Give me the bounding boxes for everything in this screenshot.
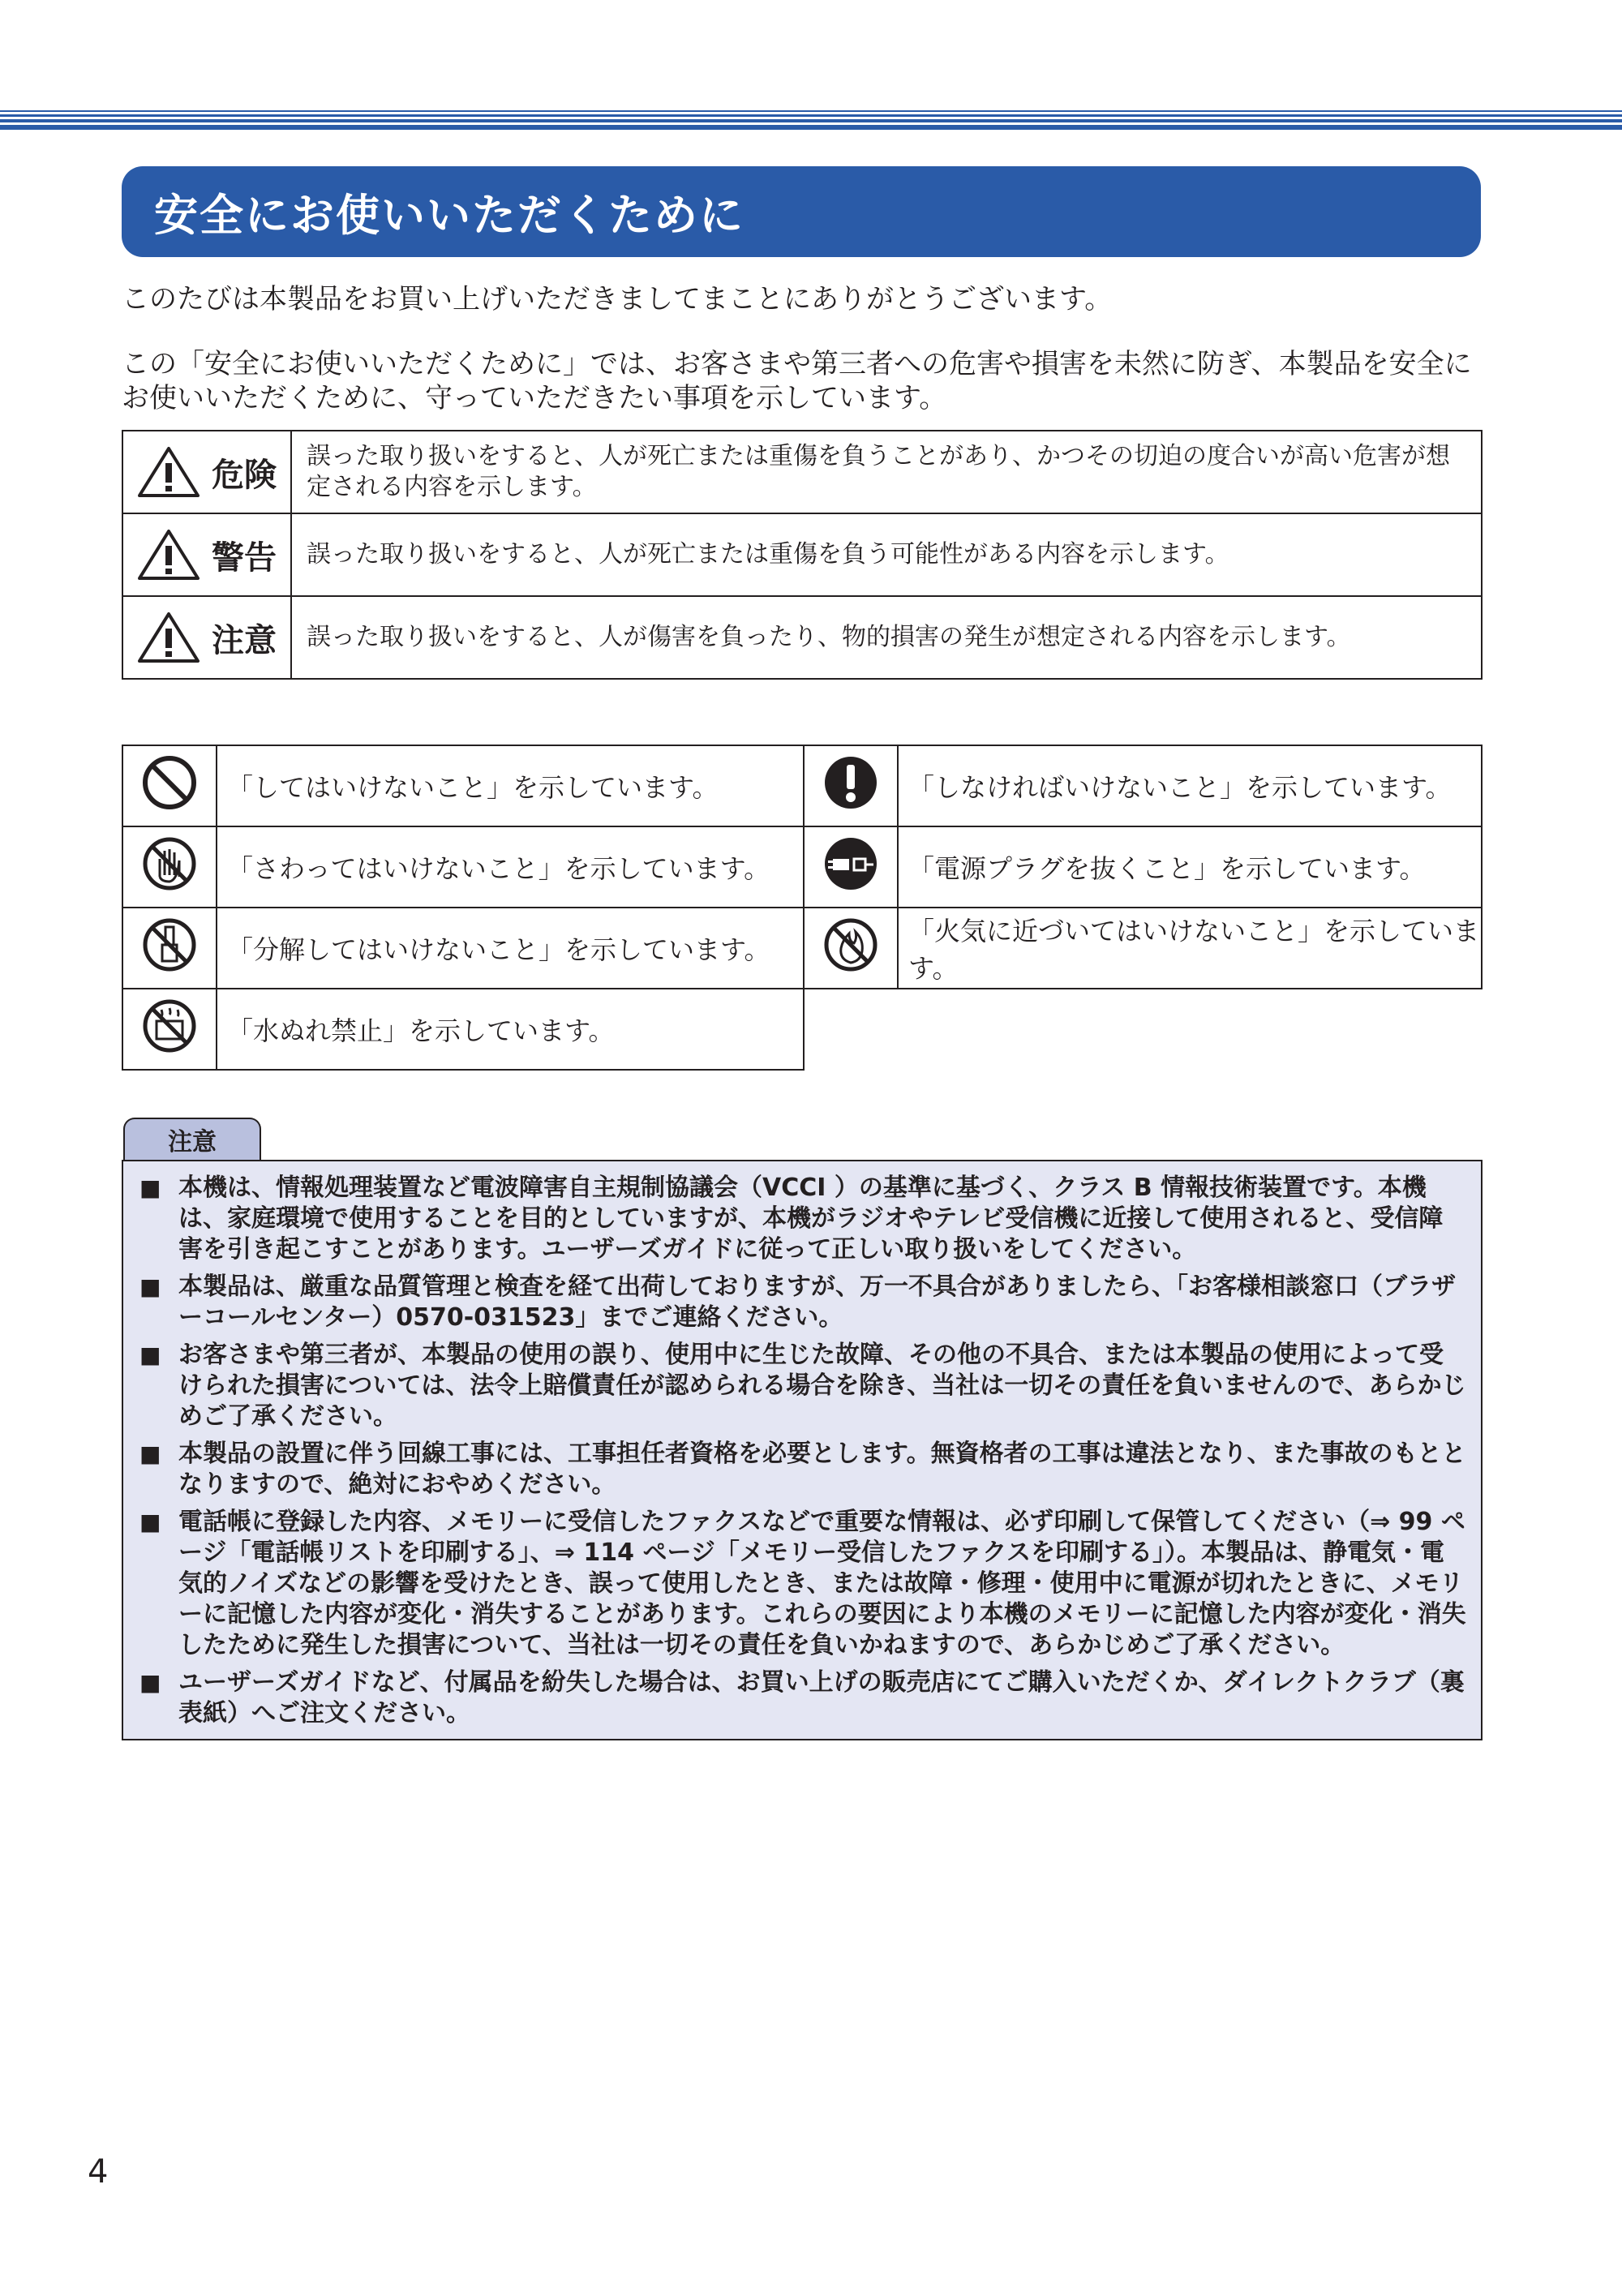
no-disassembly-icon xyxy=(140,916,199,974)
note-tab: 注意 xyxy=(123,1118,261,1160)
header-stripes xyxy=(0,110,1622,131)
note-box xyxy=(122,1160,1483,1740)
bullet-icon: ■ xyxy=(139,1273,161,1300)
unplug-icon xyxy=(822,835,880,893)
no-water-icon xyxy=(140,997,199,1055)
note-item xyxy=(139,1439,1466,1500)
level-description: 誤った取り扱いをすると、人が死亡または重傷を負うことがあり、かつその切迫の度合いが高い危害が想定される内容を示します。 xyxy=(291,431,1482,513)
note-item xyxy=(139,1340,1466,1432)
symbol-text: 「してはいけないこと」を示しています。 xyxy=(217,745,804,826)
note-item xyxy=(139,1507,1466,1661)
intro-purpose: この「安全にお使いいただくために」では、お客さまや第三者への危害や損害を未然に防ぎ、本製品を安全にお使いいただくために、守っていただきたい事項を示しています。 xyxy=(122,348,1472,414)
bullet-icon: ■ xyxy=(139,1341,161,1368)
symbol-table-left xyxy=(122,745,805,1071)
symbol-text: 「さわってはいけないこと」を示しています。 xyxy=(217,826,804,908)
note-text: 本製品は、厳重な品質管理と検査を経て出荷しておりますが、万一不具合がありましたら、「お客様相談窓口（ブラザーコールセンター）0570-031523」までご連絡ください。 xyxy=(178,1272,1456,1332)
symbol-row xyxy=(122,908,804,989)
symbol-text: 「分解してはいけないこと」を示しています。 xyxy=(217,908,804,989)
level-description: 誤った取り扱いをすると、人が死亡または重傷を負う可能性がある内容を示します。 xyxy=(291,513,1482,596)
page-number: 4 xyxy=(88,2153,109,2191)
no-touch-icon xyxy=(140,835,199,893)
level-description: 誤った取り扱いをすると、人が傷害を負ったり、物的損害の発生が想定される内容を示します。 xyxy=(291,596,1482,679)
warning-triangle-icon xyxy=(137,445,200,499)
warning-triangle-icon xyxy=(137,611,200,664)
symbol-text: 「しなければいけないこと」を示しています。 xyxy=(898,745,1482,826)
intro-thanks: このたびは本製品をお買い上げいただきましてまことにありがとうございます。 xyxy=(122,283,1113,315)
note-text: お客さまや第三者が、本製品の使用の誤り、使用中に生じた故障、その他の不具合、または本製品の使用によって受けられた損害については、法令上賠償責任が認められる場合を除き、当社は一切その責任を負いませんので、あらかじめご了承ください。 xyxy=(178,1341,1466,1431)
level-row-danger xyxy=(122,431,1482,513)
prohibition-icon xyxy=(140,753,199,812)
symbol-row xyxy=(804,908,1482,989)
level-row-warning xyxy=(122,513,1482,596)
note-item xyxy=(139,1667,1466,1729)
symbol-text: 「水ぬれ禁止」を示しています。 xyxy=(217,989,804,1070)
note-item xyxy=(139,1272,1466,1333)
section-title-bar xyxy=(122,166,1481,257)
bullet-icon: ■ xyxy=(139,1174,161,1201)
symbol-row xyxy=(122,745,804,826)
note-text: ユーザーズガイドなど、付属品を紛失した場合は、お買い上げの販売店にてご購入いただくか、ダイレクトクラブ（裏表紙）へご注文ください。 xyxy=(178,1668,1465,1727)
symbol-row xyxy=(804,745,1482,826)
symbol-table-right xyxy=(803,745,1483,989)
level-label: 注意 xyxy=(212,621,277,659)
level-label: 危険 xyxy=(212,456,277,494)
note-text: 本製品の設置に伴う回線工事には、工事担任者資格を必要とします。無資格者の工事は違法となり、また事故のもととなりますので、絶対におやめください。 xyxy=(178,1440,1466,1499)
symbol-row xyxy=(122,989,804,1070)
note-text: 電話帳に登録した内容、メモリーに受信したファクスなどで重要な情報は、必ず印刷して保管してください（⇒ 99 ページ「電話帳リストを印刷する」、⇒ 114 ページ「メモリー受信したファクスを印刷する」）。本製品は、静電気・電気的ノイズなどの影響を受けたとき、誤って使用したとき、または故障・修理・使用中に電源が切れたときに、メモリーに記憶した内容が変化・消失することがあります。これらの要因により本機のメモリーに記憶した内容が変化・消失したために発生した損害について、当社は一切その責任を負いかねますので、あらかじめご了承ください。 xyxy=(178,1508,1466,1659)
symbol-row xyxy=(122,826,804,908)
level-row-caution xyxy=(122,596,1482,679)
symbol-text: 「電源プラグを抜くこと」を示しています。 xyxy=(898,826,1482,908)
bullet-icon: ■ xyxy=(139,1669,161,1696)
note-item xyxy=(139,1173,1466,1265)
warning-triangle-icon xyxy=(137,528,200,582)
mandatory-icon xyxy=(822,753,880,812)
note-text: 本機は、情報処理装置など電波障害自主規制協議会（VCCI ）の基準に基づく、クラス B 情報技術装置です。本機は、家庭環境で使用することを目的としていますが、本機がラジオやテレビ受信機に近接して使用されると、受信障害を引き起こすことがあります。ユーザーズガイドに従って正しい取り扱いをしてください。 xyxy=(178,1174,1444,1264)
level-label: 警告 xyxy=(212,539,277,577)
symbol-text: 「火気に近づいてはいけないこと」を示しています。 xyxy=(898,908,1482,989)
bullet-icon: ■ xyxy=(139,1440,161,1467)
symbol-row xyxy=(804,826,1482,908)
page-title: 安全にお使いいただくために xyxy=(154,189,744,241)
hazard-level-table xyxy=(122,430,1483,680)
no-fire-icon xyxy=(822,916,880,974)
bullet-icon: ■ xyxy=(139,1508,161,1535)
